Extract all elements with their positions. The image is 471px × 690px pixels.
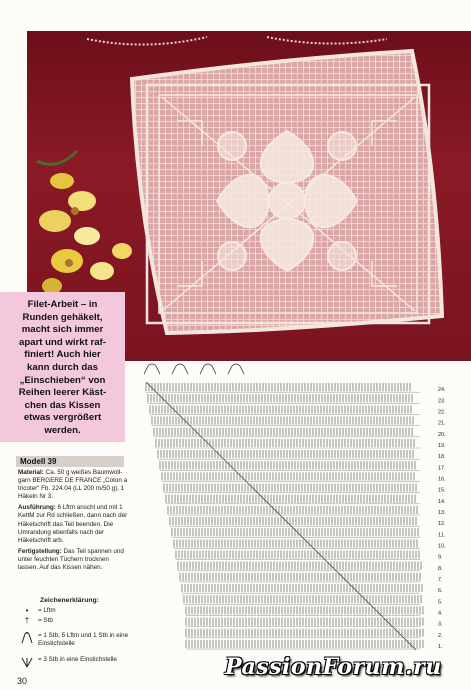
row-number: 5.: [438, 599, 443, 606]
row-number: 17.: [438, 465, 446, 472]
row-number: 24.: [438, 387, 446, 394]
row-number: 6.: [438, 588, 443, 595]
row-number: 15.: [438, 487, 446, 494]
caption-line: werden.: [44, 424, 81, 436]
legend-text: = Stb: [38, 617, 53, 624]
stitch-row: [168, 506, 420, 515]
row-number: 4.: [438, 610, 443, 617]
material-text: Ca. 50 g weißes Baumwoll-garn BERGERE DE FRANCE „Coton a tricoter“ Fb. 224.04 (LL 200 m/50 g), 1 Häkeln Nr 3.: [18, 469, 128, 501]
stitch-row: [164, 484, 420, 493]
model-label: Modell 39: [20, 457, 57, 466]
stitch-row: [186, 640, 423, 649]
fertigstellung-paragraph: [18, 548, 130, 572]
row-number: 23.: [438, 398, 446, 405]
row-number: 7.: [438, 577, 443, 583]
instructions: [18, 469, 130, 575]
caption-line: kann durch das: [27, 361, 98, 373]
row-number: 16.: [438, 476, 446, 483]
caption-line: etwas vergrößert: [23, 412, 102, 424]
stitch-row: [160, 461, 420, 470]
stitch-row: [186, 629, 423, 638]
row-number: 13.: [438, 510, 446, 516]
stitch-row: [174, 539, 420, 548]
row-number: 21.: [438, 420, 446, 427]
row-number: 18.: [438, 454, 446, 461]
legend-text: = 3 Stb in eine Einstichstelle: [38, 656, 117, 663]
legend-text: = Lftm: [38, 607, 56, 614]
row-number: 14.: [438, 498, 446, 505]
stitch-row: [170, 517, 420, 526]
row-number: 19.: [438, 443, 446, 449]
stitch-row: [186, 606, 423, 615]
caption-line: chen das Kissen: [24, 399, 101, 411]
material-paragraph: [18, 469, 130, 501]
stitch-row: [154, 428, 420, 437]
caption-line: finiert! Auch hier: [24, 349, 101, 361]
ausfuehrung-paragraph: [18, 504, 130, 544]
chart-grid: [144, 364, 423, 650]
stitch-row: [180, 573, 420, 582]
photo-caption: [0, 292, 125, 442]
row-number: 8.: [438, 565, 443, 572]
fan-stitch-icon: [18, 632, 36, 646]
row-number: 2.: [438, 632, 443, 639]
chart-row-numbers: [438, 387, 446, 650]
stitch-row: [152, 417, 420, 426]
caption-line: macht sich immer: [21, 324, 104, 336]
stitch-row: [182, 584, 422, 593]
fertigstellung-text: Das Teil spannen und unter feuchten Tüchern trocknen lassen. Auf das Kissen nähen.: [18, 547, 124, 572]
stitch-row: [156, 439, 420, 448]
row-number: 22.: [438, 409, 446, 416]
fan-motif: [172, 364, 188, 374]
material-label: Material:: [18, 469, 44, 476]
stitch-row: [150, 405, 420, 414]
stitch-row: [158, 450, 420, 459]
treble-stitch-icon: †: [24, 616, 30, 625]
row-number: 9.: [438, 554, 443, 561]
ausfuehrung-label: Ausführung:: [18, 504, 56, 512]
legend-title: Zeichenerklärung:: [40, 597, 99, 604]
stitch-row: [166, 495, 420, 504]
row-number: 10.: [438, 543, 446, 550]
stitch-row: [184, 595, 421, 604]
legend-text: = 1 Stb, 5 Lftm und 1 Stb in eine Einstichstelle: [38, 632, 129, 647]
fertigstellung-label: Fertigstellung:: [18, 547, 62, 555]
stitch-row: [162, 472, 420, 481]
cluster-stitch-icon: [18, 656, 36, 670]
stitch-row: [148, 394, 420, 403]
stitch-row: [178, 562, 421, 571]
model-heading: [16, 456, 124, 467]
fan-motif: [200, 364, 216, 374]
caption-line: Filet-Arbeit – in: [27, 299, 98, 310]
crochet-chart: [136, 360, 456, 660]
caption-line: Runden gehäkelt,: [22, 311, 103, 323]
page-number: 30: [17, 676, 28, 686]
stitch-row: [176, 551, 420, 560]
caption-line: „Einschieben“ von: [19, 374, 106, 386]
stitch-row: [146, 383, 420, 392]
watermark: PassionForum.ru: [225, 654, 442, 680]
row-number: 20.: [438, 431, 446, 438]
cushion: [132, 51, 442, 333]
ausfuehrung-text: 6 Lftm anschl und mit 1 KettM zur Rd schließen, dann nach der Häkelschrift das Teil beenden. Die Umrandung ebenfalls nach der Häkelschrift arb.: [18, 504, 128, 544]
fan-motif: [144, 364, 160, 374]
row-number: 12.: [438, 521, 446, 528]
fan-motif: [228, 364, 244, 374]
row-number: 3.: [438, 621, 443, 628]
stitch-row: [172, 528, 420, 537]
row-number: 1.: [438, 644, 443, 650]
chain-stitch-icon: •: [25, 606, 29, 615]
caption-line: apart und wirkt raf-: [19, 336, 106, 348]
row-number: 11.: [438, 532, 446, 539]
caption-line: Reihen leerer Käst-: [18, 387, 107, 399]
